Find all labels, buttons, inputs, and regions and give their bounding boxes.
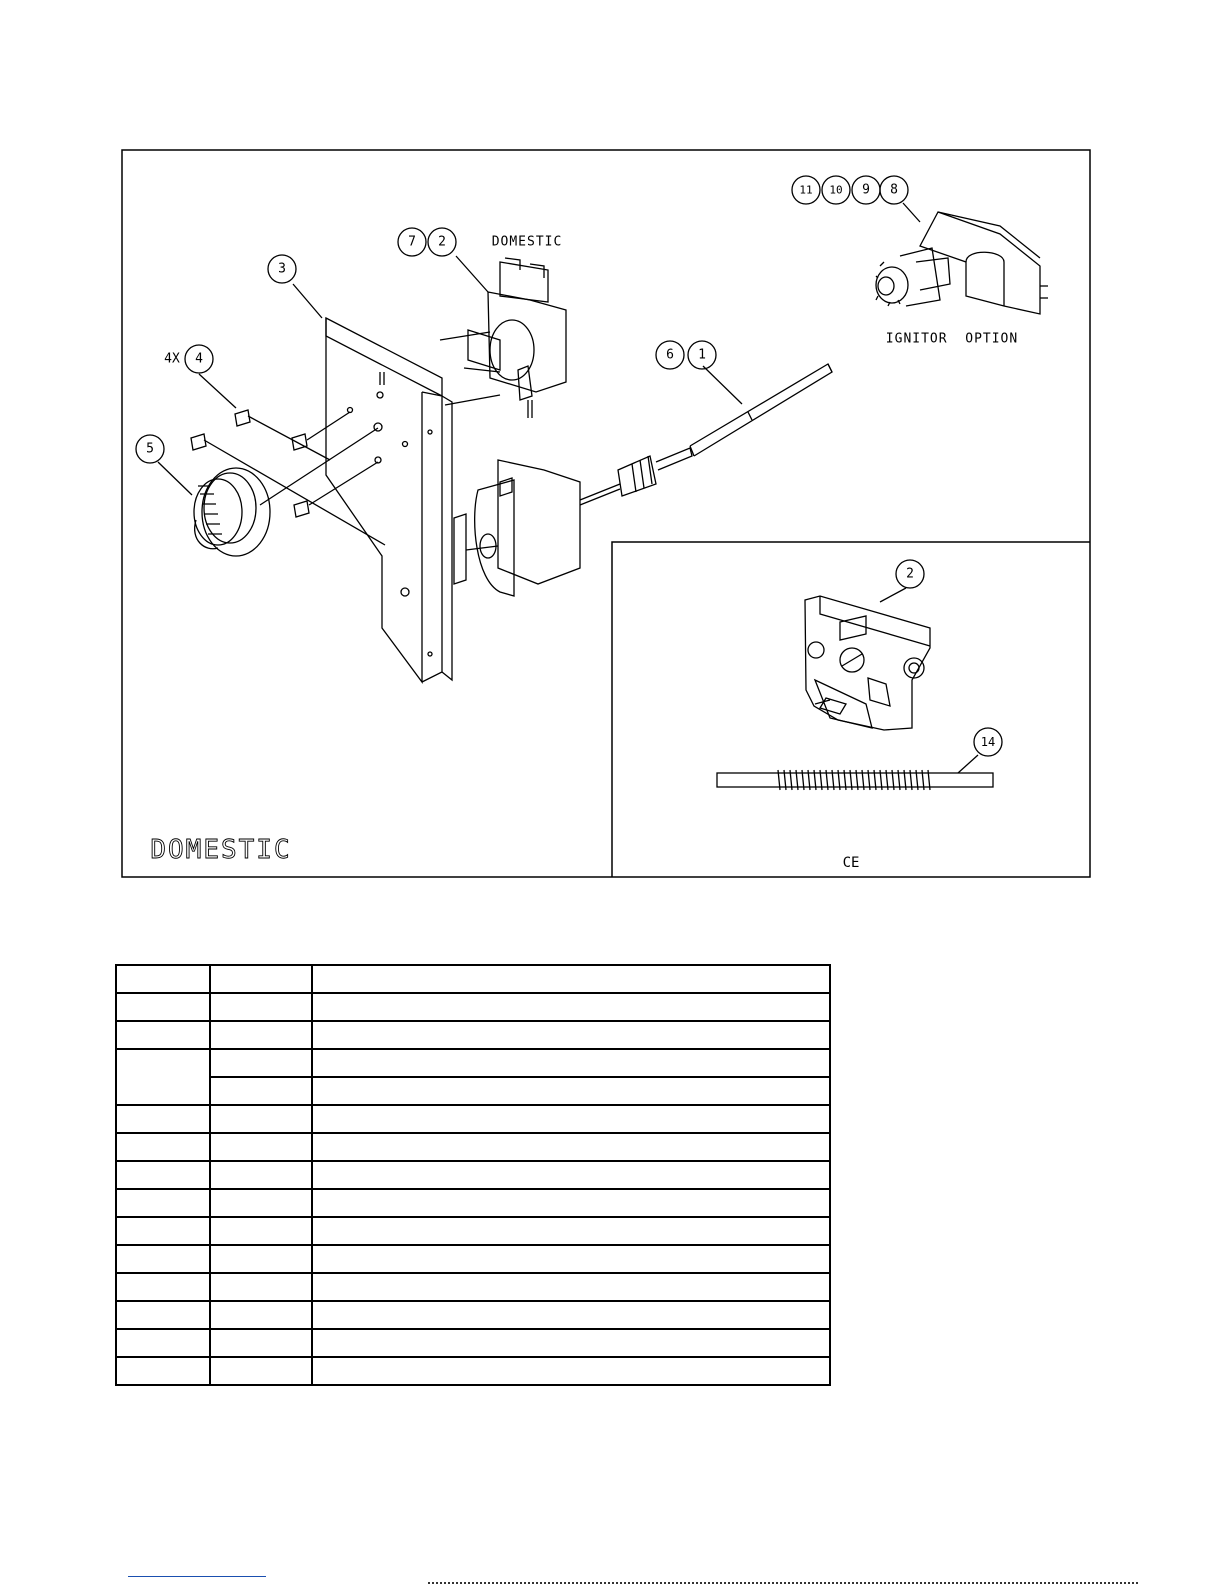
item-cell [116,1021,210,1049]
screw-set [191,410,385,545]
callout-bubbles [136,176,1002,756]
footer-dotted-rule [428,1582,1138,1584]
control-knob [194,468,270,556]
table-row [116,1049,830,1077]
description-cell [312,1105,830,1133]
part-number-cell [210,1273,312,1301]
footer-link-underline[interactable] [128,1576,266,1577]
part-number-cell [210,1133,312,1161]
description-cell [312,1021,830,1049]
callout-2: 2 [438,234,446,250]
callout-ce-2: 2 [906,566,914,582]
thermostat-head [454,460,580,596]
description-cell [312,1077,830,1105]
table-row [116,1021,830,1049]
description-cell [312,1189,830,1217]
description-cell [312,1273,830,1301]
part-number-cell [210,993,312,1021]
callout-4: 4 [195,351,203,367]
parts-table [115,964,831,1386]
table-row [116,1077,830,1105]
item-cell [116,1105,210,1133]
table-header-row [116,965,830,993]
item-cell [116,1273,210,1301]
item-cell [116,1133,210,1161]
callout-1: 1 [698,347,706,363]
capillary-bulb [580,364,832,505]
table-row [116,1161,830,1189]
ignitor [876,212,1048,314]
description-cell [312,1357,830,1385]
table-row [116,1133,830,1161]
table-row [116,1217,830,1245]
ce-sensor-bulb [717,770,993,790]
table-row [116,1273,830,1301]
callout-8: 8 [890,182,898,198]
part-number-cell [210,1301,312,1329]
item-cell [116,1329,210,1357]
description-cell [312,1049,830,1077]
item-cell [116,1217,210,1245]
leader-lines [158,203,978,773]
part-number-cell [210,1021,312,1049]
callout-7: 7 [408,234,416,250]
item-cell [116,1161,210,1189]
part-number-cell [210,1245,312,1273]
ce-inset-frame [612,542,1090,877]
main-view-label: DOMESTIC [150,835,292,865]
header-cell-item [116,965,210,993]
callout-10: 10 [829,183,843,197]
part-number-cell [210,1105,312,1133]
part-number-cell [210,1049,312,1077]
part-number-cell [210,1161,312,1189]
part-number-cell [210,1357,312,1385]
table-row [116,1245,830,1273]
table-row [116,1301,830,1329]
ce-valve [805,596,930,730]
description-cell [312,1217,830,1245]
description-cell [312,1161,830,1189]
header-cell-part-number [210,965,312,993]
thermostat-valve [440,258,566,418]
parts-table-body [116,965,830,1385]
callout-9: 9 [862,182,870,198]
description-cell [312,993,830,1021]
valve-view-label: DOMESTIC [491,234,563,250]
header-cell-description [312,965,830,993]
mounting-bracket [326,318,452,682]
item-cell [116,1049,210,1105]
item-cell [116,1245,210,1273]
part-number-cell [210,1217,312,1245]
item-cell [116,993,210,1021]
description-cell [312,1245,830,1273]
table-row [116,1105,830,1133]
ignitor-label: IGNITOR OPTION [885,331,1019,347]
item-cell [116,1357,210,1385]
callout-ce-14: 14 [980,735,996,749]
description-cell [312,1329,830,1357]
table-row [116,1329,830,1357]
callout-6: 6 [666,347,674,363]
description-cell [312,1133,830,1161]
callout-11: 11 [799,183,813,197]
description-cell [312,1301,830,1329]
table-row [116,1357,830,1385]
table-row [116,993,830,1021]
table-row [116,1189,830,1217]
ce-view-label: CE [842,855,860,871]
part-number-cell [210,1077,312,1105]
qty-marker: 4X [164,351,180,367]
part-number-cell [210,1189,312,1217]
callout-5: 5 [146,441,154,457]
callout-3: 3 [278,261,286,277]
item-cell [116,1189,210,1217]
item-cell [116,1301,210,1329]
part-number-cell [210,1329,312,1357]
